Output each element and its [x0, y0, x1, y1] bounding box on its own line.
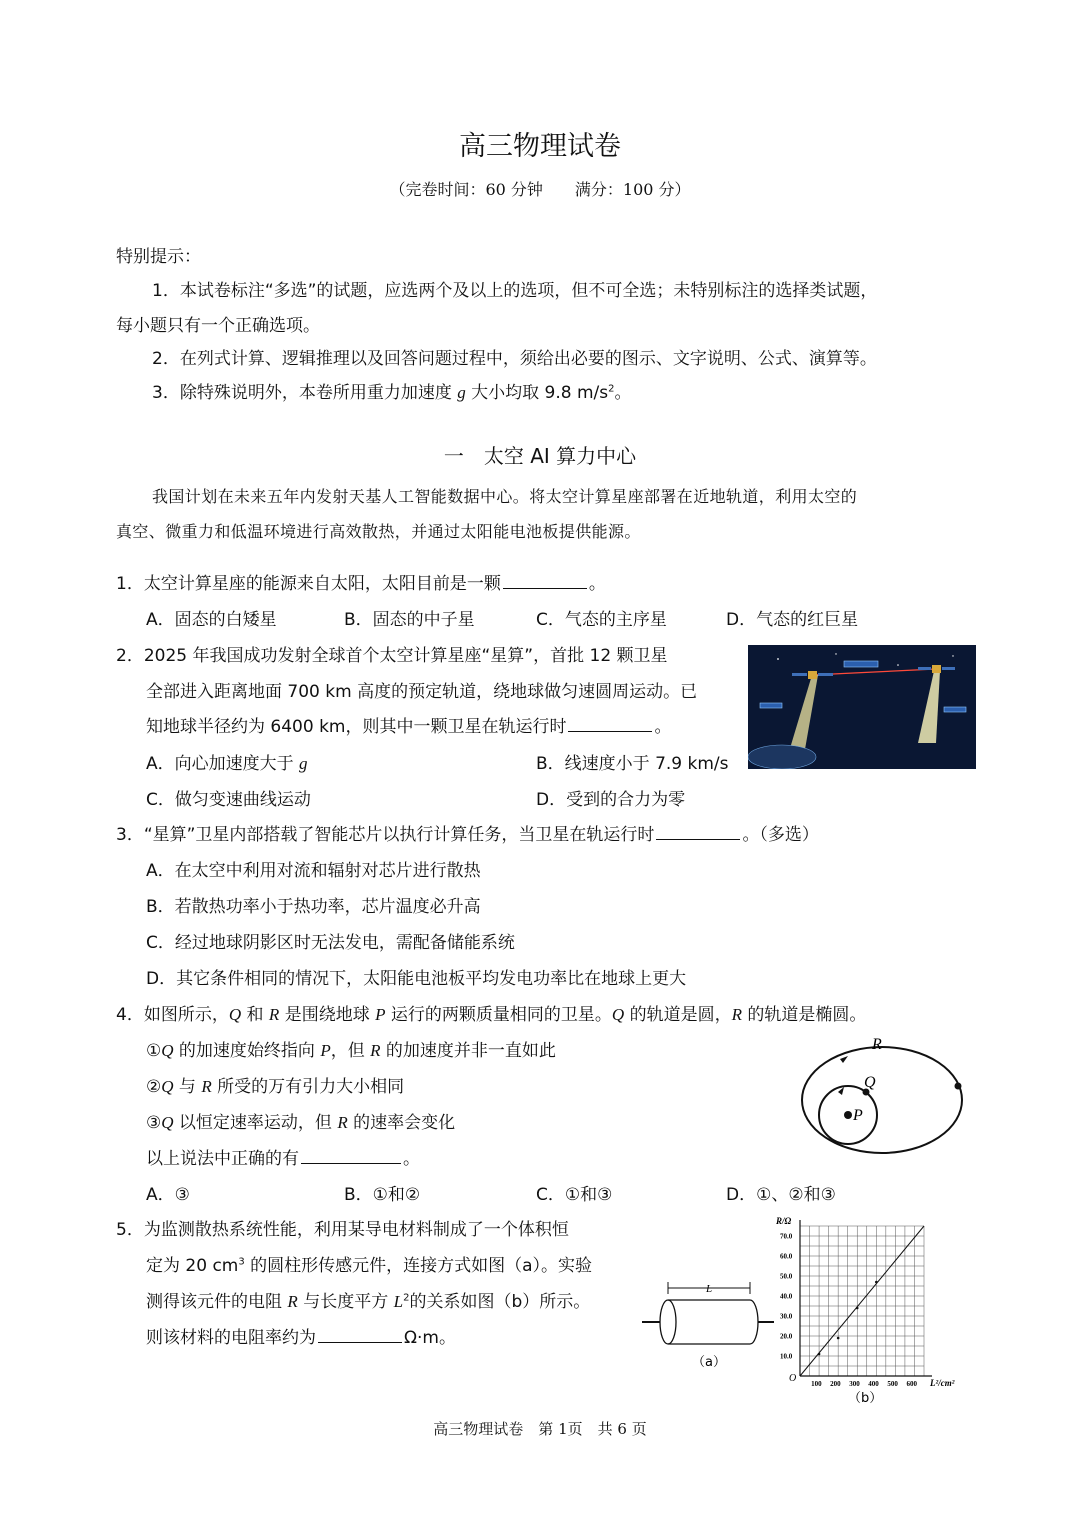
q3-option-b: B．若散热功率小于热功率，芯片温度必升高 [146, 897, 481, 917]
label-p: P [853, 1107, 863, 1124]
cylinder-figure [638, 1276, 778, 1372]
y-tick-label: 40.0 [780, 1292, 793, 1301]
question-2: 2．2025 年我国成功发射全球首个太空计算星座“星算”，首批 12 颗卫星 [116, 646, 668, 666]
x-axis-label: L²/cm² [930, 1378, 955, 1388]
q4-statement-2: ②Q 与 R 所受的万有引力大小相同 [146, 1077, 405, 1097]
q2-option-b: B．线速度小于 7.9 km/s [536, 754, 729, 774]
x-tick-label: 400 [868, 1380, 879, 1388]
notice-item-1: 1．本试卷标注“多选”的试题，应选两个及以上的选项，但不可全选；未特别标注的选择类试题， [152, 281, 878, 301]
label-r: R [872, 1036, 882, 1053]
orbit-diagram [796, 1030, 968, 1160]
notice-item-2: 2．在列式计算、逻辑推理以及回答问题过程中，须给出必要的图示、文字说明、公式、演算等。 [152, 349, 877, 369]
answer-blank[interactable] [301, 1148, 401, 1164]
notice-item-3: 3．除特殊说明外，本卷所用重力加速度 g 大小均取 9.8 $m/s^2$。 [152, 383, 632, 403]
q2-option-a: A．向心加速度大于 g [146, 754, 308, 774]
notice-item-1-cont: 每小题只有一个正确选项。 [116, 316, 320, 336]
q1-option-a: A．固态的白矮星 [146, 610, 277, 630]
cylinder-end [660, 1300, 676, 1344]
answer-blank[interactable] [503, 573, 587, 589]
question-2-line-2: 全部进入距离地面 700 km 高度的预定轨道，绕地球做匀速圆周运动。已 [146, 682, 698, 702]
q1-option-b: B．固态的中子星 [344, 610, 475, 630]
y-axis-label: R/Ω [776, 1216, 792, 1226]
caption-a: （a） [692, 1355, 726, 1370]
q4-statement-3: ③Q 以恒定速率运动，但 R 的速率会变化 [146, 1113, 456, 1133]
q4-ask: 以上说法中正确的有 。 [146, 1149, 420, 1169]
question-1: 1．太空计算星座的能源来自太阳，太阳目前是一颗 。 [116, 574, 606, 594]
page-footer: 高三物理试卷 第 1页 共 6 页 [433, 1420, 647, 1438]
q1-option-c: C．气态的主序星 [536, 610, 667, 630]
caption-b: （b） [848, 1391, 883, 1406]
data-point [818, 1353, 821, 1356]
x-tick-label: 200 [830, 1380, 841, 1388]
x-tick-label: 500 [887, 1380, 898, 1388]
y-tick-label: 70.0 [780, 1232, 793, 1241]
section-title: 一 太空 AI 算力中心 [443, 444, 637, 468]
question-3: 3．“星算”卫星内部搭载了智能芯片以执行计算任务，当卫星在轨运行时 。（多选） [116, 825, 819, 845]
satellite-illustration [748, 645, 976, 769]
question-5-line-2: 定为 20 $cm^3$ 的圆柱形传感元件，连接方式如图（a）。实验 [146, 1256, 593, 1276]
question-2-line-3: 知地球半径约为 6400 km，则其中一颗卫星在轨运行时 。 [146, 717, 672, 737]
y-tick-label: 20.0 [780, 1332, 793, 1341]
q3-option-a: A．在太空中利用对流和辐射对芯片进行散热 [146, 861, 481, 881]
y-tick-label: 10.0 [780, 1352, 793, 1361]
q3-option-c: C．经过地球阴影区时无法发电，需配备储能系统 [146, 933, 515, 953]
origin-label: O [789, 1373, 797, 1384]
orbit-r-ellipse [802, 1047, 962, 1153]
label-q: Q [864, 1074, 876, 1091]
satellite-r-dot [955, 1083, 962, 1090]
x-tick-label: 600 [906, 1380, 917, 1388]
answer-blank[interactable] [318, 1327, 402, 1343]
direction-arrow-icon [840, 1056, 848, 1063]
q4-option-d: D．①、②和③ [726, 1185, 836, 1205]
q4-option-a: A．③ [146, 1185, 190, 1205]
label-length: L [706, 1283, 713, 1295]
y-tick-label: 50.0 [780, 1272, 793, 1281]
paper-subtitle: （完卷时间：60 分钟 满分：100 分） [389, 180, 691, 199]
section-intro-cont: 真空、微重力和低温环境进行高效散热，并通过太阳能电池板提供能源。 [116, 522, 641, 541]
q3-option-d: D．其它条件相同的情况下，太阳能电池板平均发电功率比在地球上更大 [146, 969, 687, 989]
data-point [837, 1337, 840, 1340]
q4-option-c: C．①和③ [536, 1185, 613, 1205]
earth-p-dot [844, 1111, 852, 1119]
answer-blank[interactable] [656, 824, 740, 840]
y-tick-label: 30.0 [780, 1312, 793, 1321]
q4-option-b: B．①和② [344, 1185, 421, 1205]
satellite-constellation-image [748, 645, 976, 769]
q2-option-d: D．受到的合力为零 [536, 790, 686, 810]
q1-option-d: D．气态的红巨星 [726, 610, 859, 630]
notice-heading: 特别提示： [116, 247, 201, 267]
q4-statement-1: ①Q 的加速度始终指向 P，但 R 的加速度并非一直如此 [146, 1041, 556, 1061]
data-point [856, 1307, 859, 1310]
question-5-line-3: 测得该元件的电阻 R 与长度平方 $L^2$的关系如图（b）所示。 [146, 1292, 591, 1312]
answer-blank[interactable] [568, 716, 652, 732]
resistance-chart [774, 1214, 964, 1406]
q2-option-c: C．做匀变速曲线运动 [146, 790, 311, 810]
question-4: 4．如图所示，Q 和 R 是围绕地球 P 运行的两颗质量相同的卫星。Q 的轨道是圆，R 的轨道是椭圆。 [116, 1005, 867, 1025]
x-tick-label: 300 [849, 1380, 860, 1388]
paper-title: 高三物理试卷 [459, 131, 621, 162]
question-5: 5．为监测散热系统性能，利用某导电材料制成了一个体积恒 [116, 1220, 569, 1240]
y-tick-label: 60.0 [780, 1252, 793, 1261]
section-intro: 我国计划在未来五年内发射天基人工智能数据中心。将太空计算星座部署在近地轨道，利用太空的 [152, 487, 858, 506]
question-5-line-4: 则该材料的电阻率约为 Ω·m。 [146, 1328, 456, 1348]
cylinder-body [668, 1300, 758, 1344]
x-tick-label: 100 [811, 1380, 822, 1388]
data-point [875, 1281, 878, 1284]
